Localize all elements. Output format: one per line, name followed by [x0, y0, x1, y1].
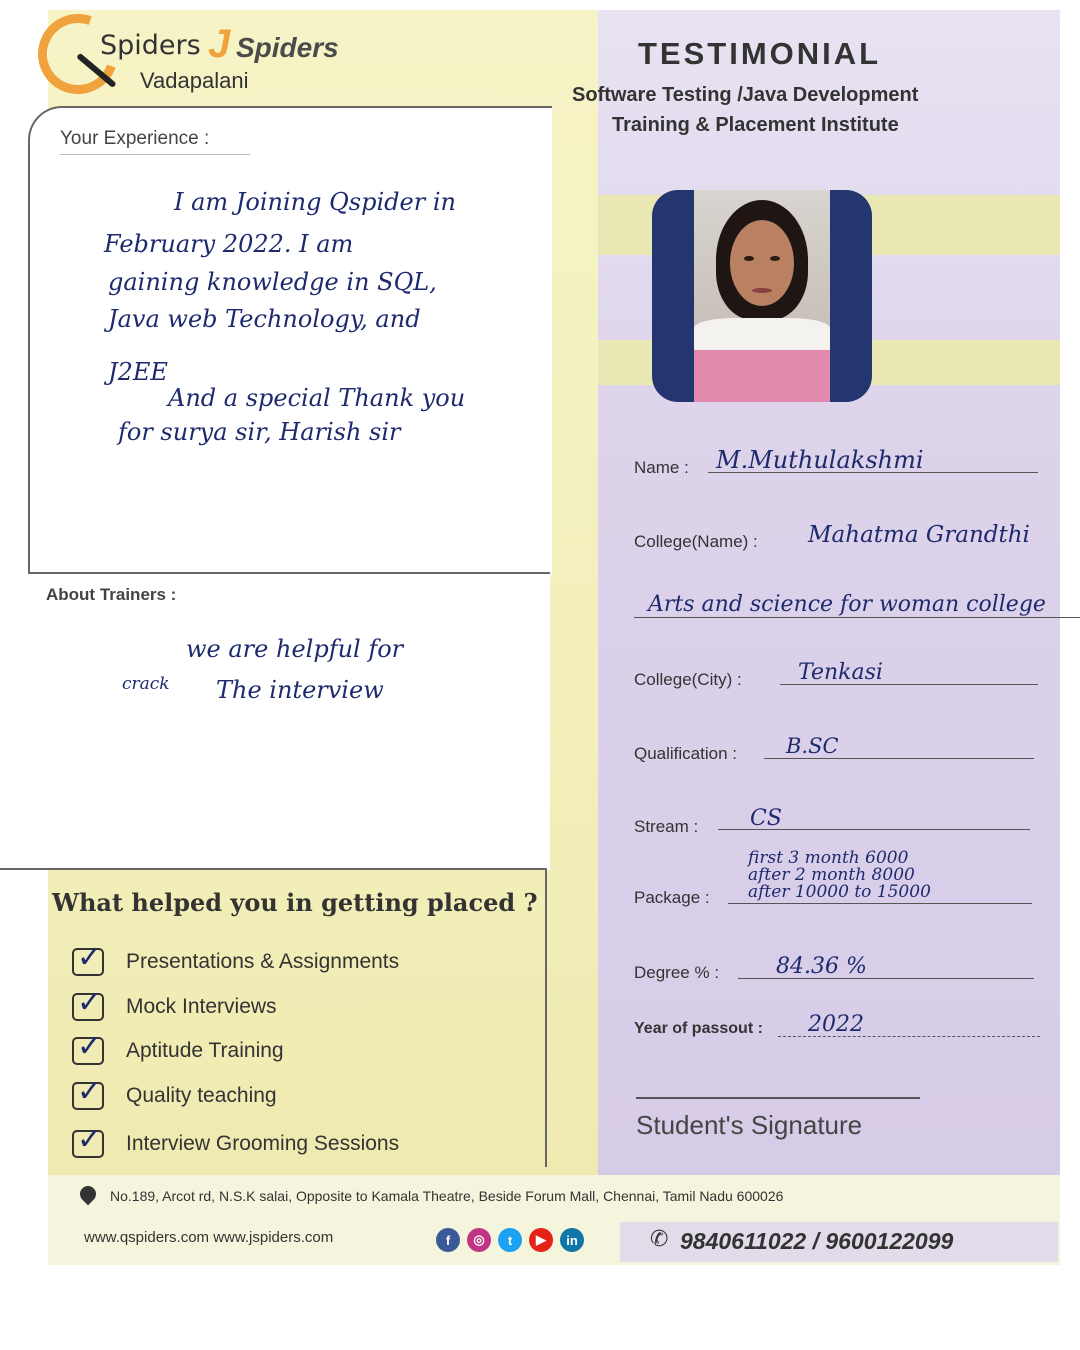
- youtube-icon[interactable]: ▶: [529, 1228, 553, 1252]
- checklist-label: Interview Grooming Sessions: [126, 1132, 400, 1155]
- linkedin-icon[interactable]: in: [560, 1228, 584, 1252]
- checkbox-icon: [72, 1029, 104, 1065]
- checklist-item: [72, 1122, 400, 1158]
- package-label: Package :: [634, 888, 710, 907]
- check-icon: ✓: [77, 1122, 103, 1157]
- experience-line: February 2022. I am: [104, 230, 354, 258]
- phone-numbers: 9840611022 / 9600122099: [680, 1228, 954, 1254]
- name-label: Name :: [634, 458, 689, 477]
- college-line: [634, 617, 1080, 618]
- city-label: College(City) :: [634, 670, 742, 689]
- subtitle-institute: Training & Placement Institute: [612, 114, 899, 136]
- checklist-label: Quality teaching: [126, 1084, 277, 1107]
- checklist-item: [72, 985, 277, 1021]
- experience-line: J2EE: [108, 358, 168, 386]
- website-links[interactable]: www.qspiders.com www.jspiders.com: [84, 1229, 334, 1246]
- checkbox-icon: [72, 940, 104, 976]
- facebook-icon[interactable]: f: [436, 1228, 460, 1252]
- package-value: after 10000 to 15000: [748, 882, 931, 902]
- check-icon: ✓: [77, 1029, 103, 1064]
- passout-label: Year of passout :: [634, 1020, 763, 1037]
- college-value-cont: Arts and science for woman college: [648, 592, 1046, 617]
- passout-value: 2022: [808, 1012, 864, 1037]
- checkbox-icon: [72, 1122, 104, 1158]
- student-photo: [652, 190, 872, 402]
- stream-label: Stream :: [634, 817, 699, 836]
- experience-box: [28, 106, 552, 574]
- package-value: after 2 month 8000: [748, 865, 915, 885]
- checklist-label: Presentations & Assignments: [126, 950, 400, 973]
- check-icon: ✓: [77, 1074, 103, 1109]
- trainers-box: [28, 572, 550, 870]
- qualification-line: [764, 758, 1034, 759]
- signature-line: [636, 1097, 920, 1099]
- trainers-line: we are helpful for: [186, 635, 404, 663]
- college-label: College(Name) :: [634, 532, 758, 551]
- social-icons: [436, 1228, 584, 1252]
- checkbox-icon: [72, 985, 104, 1021]
- city-value: Tenkasi: [798, 660, 883, 685]
- page-title: TESTIMONIAL: [638, 36, 882, 71]
- qualification-label: Qualification :: [634, 744, 737, 763]
- experience-line: Java web Technology, and: [108, 305, 421, 333]
- experience-line: I am Joining Qspider in: [174, 188, 456, 216]
- photo-image: [694, 190, 830, 402]
- address-text: No.189, Arcot rd, N.S.K salai, Opposite to Kamala Theatre, Beside Forum Mall, Chennai, Tamil Nadu 600026: [110, 1188, 784, 1204]
- trainers-label: About Trainers :: [46, 585, 177, 604]
- checklist-label: Mock Interviews: [126, 995, 277, 1018]
- package-line: [728, 903, 1032, 904]
- experience-line: for surya sir, Harish sir: [118, 418, 401, 446]
- instagram-icon[interactable]: ◎: [467, 1228, 491, 1252]
- stream-value: CS: [750, 806, 782, 831]
- branch-name: Vadapalani: [140, 68, 249, 93]
- check-icon: ✓: [77, 985, 103, 1020]
- brand-jspiders: Spiders: [236, 32, 339, 63]
- twitter-icon[interactable]: t: [498, 1228, 522, 1252]
- degree-label: Degree % :: [634, 963, 720, 982]
- subtitle-courses: Software Testing /Java Development: [572, 84, 919, 106]
- experience-line: And a special Thank you: [168, 384, 466, 412]
- name-value: M.Muthulakshmi: [716, 446, 924, 474]
- experience-line: gaining knowledge in SQL,: [108, 268, 437, 296]
- check-icon: ✓: [77, 940, 103, 975]
- placed-title: What helped you in getting placed ?: [52, 888, 538, 917]
- checklist-label: Aptitude Training: [126, 1039, 284, 1062]
- trainers-line: The interview: [216, 676, 384, 704]
- college-value: Mahatma Grandthi: [808, 522, 1030, 548]
- experience-label: Your Experience :: [60, 128, 250, 155]
- brand-j-letter: J: [208, 22, 231, 66]
- qualification-value: B.SC: [786, 734, 839, 758]
- package-value: first 3 month 6000: [748, 848, 909, 868]
- checkbox-icon: [72, 1074, 104, 1110]
- checklist-item: [72, 1029, 284, 1065]
- signature-label: Student's Signature: [636, 1110, 863, 1140]
- degree-value: 84.36 %: [776, 954, 867, 979]
- checklist-item: [72, 940, 400, 976]
- brand-qspiders: Spiders: [100, 30, 201, 61]
- checklist-item: [72, 1074, 277, 1110]
- phone-icon: ✆: [650, 1226, 669, 1251]
- trainers-correction: crack: [122, 674, 170, 694]
